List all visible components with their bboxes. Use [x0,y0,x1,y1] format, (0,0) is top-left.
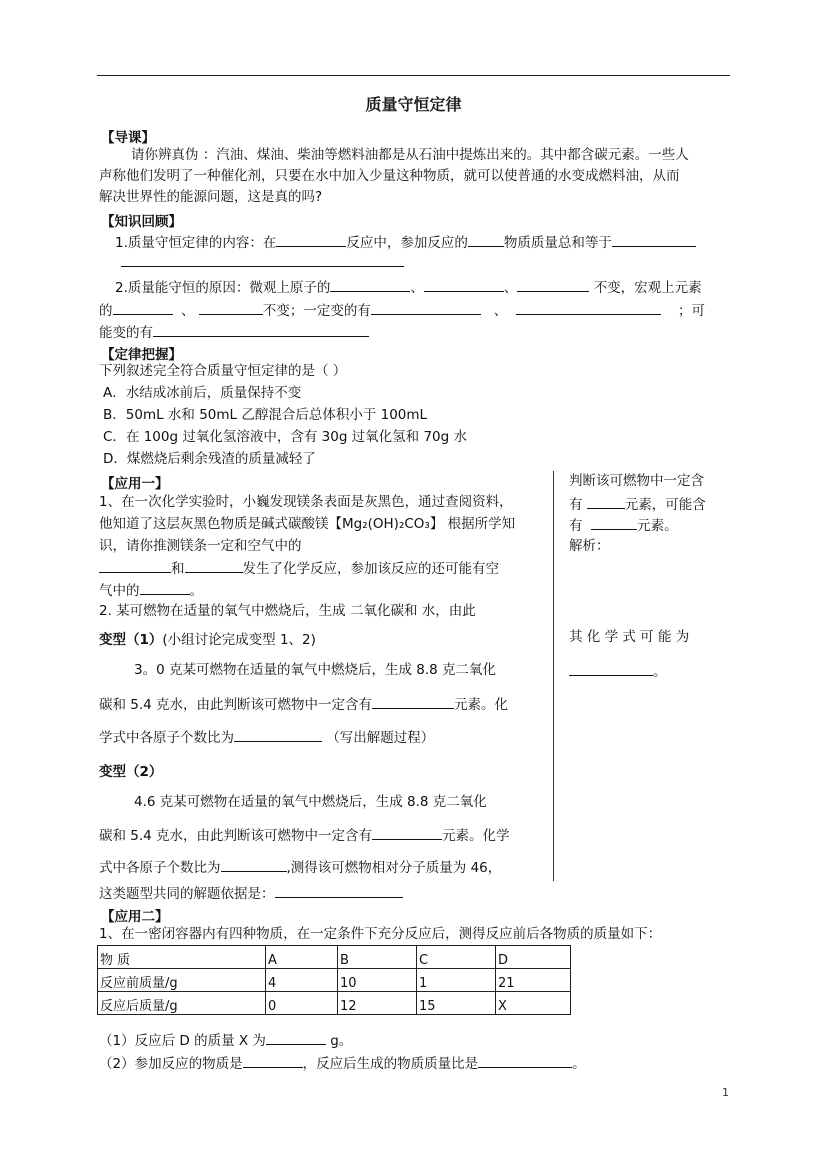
side-element: 元素。 [637,518,678,534]
variant1-label: 变型（1） [99,632,163,648]
variant2-label: 变型（2） [99,764,163,780]
blank[interactable] [266,1030,326,1045]
app1-p1-line1: 1、在一次化学实验时，小巍发现镁条表面是灰黑色，通过查阅资料， [99,494,513,510]
side-element-may: 元素，可能含 [624,497,706,513]
side2-blank-row [569,661,667,682]
blank[interactable] [140,580,190,595]
v2-text-a: 碳和 5.4 克水，由此判断该可燃物中一定含有 [99,828,373,844]
app2-q1-text: （1）反应后 D 的质量 X 为 [99,1033,266,1049]
blank[interactable] [587,494,625,509]
variant1-note: (小组讨论完成变型 1、2) [162,632,316,648]
blank[interactable] [185,558,243,573]
mass-table [97,945,571,1015]
app2-q2-text-b: ，反应后生成的物质质量比是 [302,1056,479,1072]
app1-and: 和 [171,561,185,577]
v2-line4 [99,883,403,904]
blank[interactable] [330,277,410,292]
column-divider [553,471,554,881]
blank[interactable] [372,825,442,840]
table-cell: 15 [417,992,496,1015]
app2-q2 [99,1053,586,1074]
blank[interactable] [372,694,454,709]
blank[interactable] [612,232,696,247]
intro-heading: 【导课】 [101,130,155,146]
table-cell: C [417,946,496,969]
app1-p1-line5 [99,580,203,601]
app1-heading: 【应用一】 [101,476,169,492]
app2-q2-end: 。 [572,1056,586,1072]
app1-react-text: 发生了化学反应，参加该反应的还可能有空 [242,561,499,577]
table-cell: 物 质 [98,946,266,969]
v2-text-e: 这类题型共同的解题依据是： [99,886,275,902]
app1-p2: 2. 某可燃物在适量的氧气中燃烧后，生成 二氧化碳和 水，由此 [99,603,476,619]
separator: 、 [493,303,508,319]
table-cell: 反应后质量/g [98,992,266,1015]
app2-q1-unit: g。 [330,1033,353,1049]
blank[interactable] [517,277,589,292]
review-q2-text-a: 2.质量能守恒的原因：微观上原子的 [115,280,331,296]
review-q2-line1 [115,277,702,298]
side2-formula: 其 化 学 式 可 能 为 [569,629,690,645]
blank[interactable] [99,558,171,573]
intro-line-3: 解决世界性的能源问题，这是真的吗? [99,189,323,205]
blank[interactable] [424,277,504,292]
blank[interactable] [468,232,504,247]
side-you2: 有 [569,518,583,534]
side-line1: 判断该可燃物中一定含 [569,473,704,489]
blank[interactable] [275,883,403,898]
app2-intro: 1、在一密闭容器内有四种物质，在一定条件下充分反应后，测得反应前后各物质的质量如下： [99,926,662,942]
v1-line3 [99,727,434,748]
separator: 、 [503,280,518,296]
table-cell: 12 [338,992,417,1015]
blank[interactable] [234,727,322,742]
table-row [98,992,571,1015]
v1-text-d: （写出解题过程） [326,730,435,746]
blank[interactable] [478,1053,572,1068]
app2-heading: 【应用二】 [101,909,169,925]
table-cell: A [266,946,338,969]
table-row [98,946,571,969]
review-q2-text-c: 的 [99,303,113,319]
law-option-b: B．50mL 水和 50mL 乙醇混合后总体积小于 100mL [103,407,428,423]
review-q2-text-e: ；可 [678,303,706,319]
law-option-a: A．水结成冰前后，质量保持不变 [103,385,302,401]
review-q1 [115,232,696,253]
review-heading: 【知识回顾】 [101,214,182,230]
review-q1-text-b: 反应中，参加反应的 [346,235,468,251]
law-question: 下列叙述完全符合质量守恒定律的是（ ） [99,363,347,379]
side-you: 有 [569,497,583,513]
review-q2-line3 [99,322,369,343]
table-cell: 反应前质量/g [98,969,266,992]
separator: 、 [181,303,195,319]
v2-text-c: 式中各原子个数比为 [99,860,221,876]
table-cell: 0 [266,992,338,1015]
v1-line1: 3。0 克某可燃物在适量的氧气中燃烧后，生成 8.8 克二氧化 [134,662,497,678]
v1-text-b: 元素。化 [454,697,509,713]
table-cell: B [338,946,417,969]
v2-line2 [99,825,510,846]
intro-line-2: 声称他们发明了一种催化剂，只要在水中加入少量这种物质，就可以使普通的水变成燃料油，从而 [99,168,680,184]
table-row [98,969,571,992]
v1-text-a: 碳和 5.4 克水，由此判断该可燃物中一定含有 [99,697,373,713]
blank[interactable] [516,300,661,315]
blank[interactable] [569,661,653,676]
app2-q2-text-a: （2）参加反应的物质是 [99,1056,243,1072]
review-q1-text-c: 物质质量总和等于 [503,235,612,251]
law-heading: 【定律把握】 [101,347,182,363]
review-q1-blank-line2[interactable] [121,266,404,267]
table-cell: 4 [266,969,338,992]
app1-p1-line4 [99,558,499,579]
v2-line3 [99,857,501,878]
variant1-row [99,628,316,650]
v2-line1: 4.6 克某可燃物在适量的氧气中燃烧后，生成 8.8 克二氧化 [134,794,487,810]
v2-text-d: ,测得该可燃物相对分子质量为 46， [286,860,502,876]
app1-air-text: 气中的 [99,583,140,599]
blank[interactable] [153,322,369,337]
blank[interactable] [276,232,346,247]
page-number: 1 [722,1086,729,1099]
table-cell: D [496,946,571,969]
table-cell: 10 [338,969,417,992]
review-q2-text-f: 能变的有 [99,325,153,341]
blank[interactable] [591,515,637,530]
blank[interactable] [113,300,173,315]
law-option-c: C．在 100g 过氧化氢溶液中，含有 30g 过氧化氢和 70g 水 [103,429,468,445]
table-cell: 1 [417,969,496,992]
intro-line-1: 请你辨真伪 ：汽油、煤油、柴油等燃料油都是从石油中提炼出来的。其中都含碳元素。一些人 [131,147,689,163]
side2-end: 。 [653,664,667,680]
v1-text-c: 学式中各原子个数比为 [99,730,234,746]
blank[interactable] [243,1053,303,1068]
app1-p1-line2: 他知道了这层灰黑色物质是碱式碳酸镁【Mg₂(OH)₂CO₃】 根据所学知 [99,516,516,532]
table-cell: X [496,992,571,1015]
v1-line2 [99,694,508,715]
v2-text-b: 元素。化学 [442,828,510,844]
side-analysis: 解析： [569,538,610,554]
top-rule [97,75,730,76]
table-cell: 21 [496,969,571,992]
review-q2-text-b: 不变，宏观上元素 [593,280,702,296]
side-line2 [569,494,706,515]
review-q2-text-d: 不变；一定变的有 [262,303,371,319]
page-title: 质量守恒定律 [365,95,462,114]
blank[interactable] [199,300,263,315]
law-option-d: D．煤燃烧后剩余残渣的质量减轻了 [103,451,316,467]
blank[interactable] [221,857,287,872]
side-line3 [569,515,678,536]
app2-q1 [99,1030,352,1051]
app1-end: 。 [189,583,203,599]
review-q1-text-a: 1.质量守恒定律的内容：在 [115,235,277,251]
blank[interactable] [371,300,481,315]
review-q2-line2 [99,300,705,321]
separator: 、 [410,280,424,296]
app1-p1-line3: 识，请你推测镁条一定和空气中的 [99,538,302,554]
